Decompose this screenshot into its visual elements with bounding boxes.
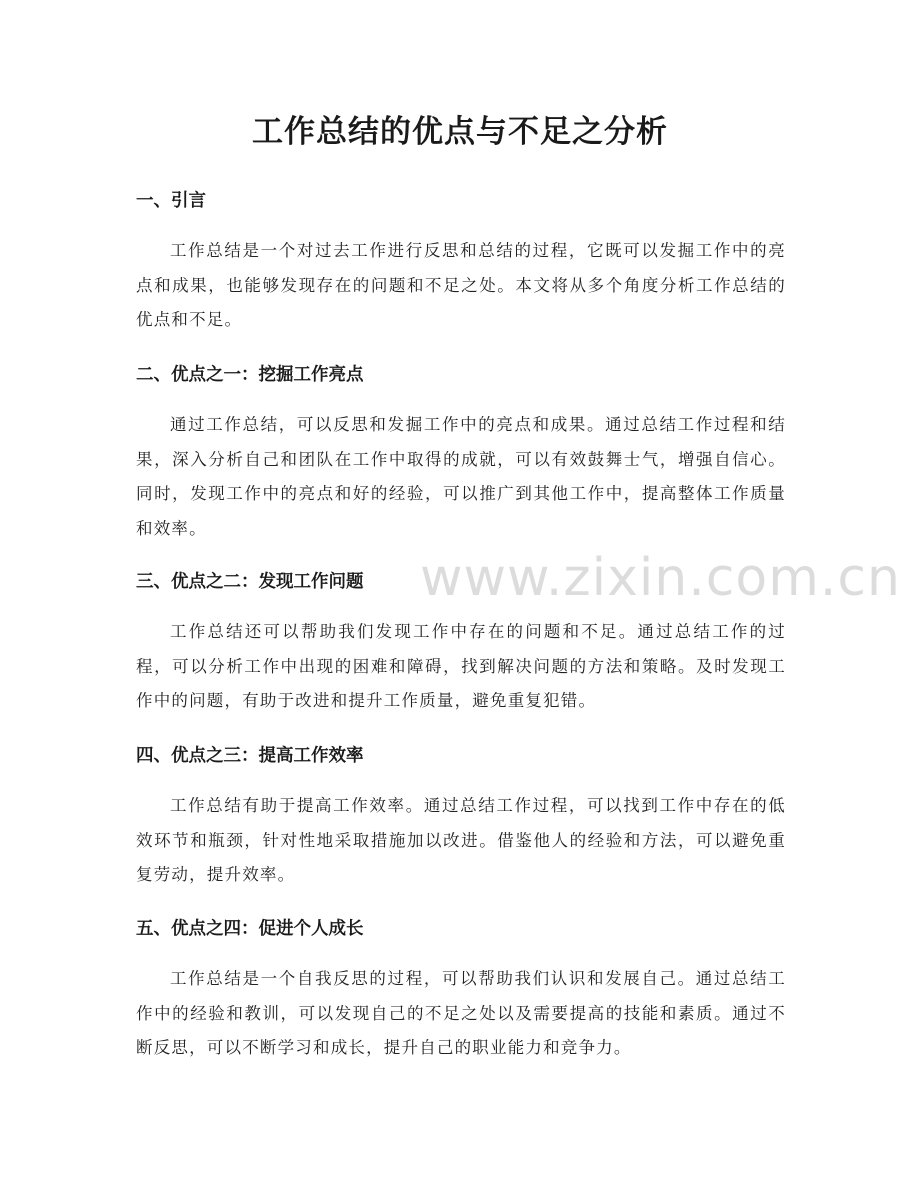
section-paragraph: 工作总结是一个对过去工作进行反思和总结的过程，它既可以发掘工作中的亮点和成果，也能够发现存在的问题和不足之处。本文将从多个角度分析工作总结的优点和不足。	[136, 241, 786, 329]
section-advantage-3	[136, 743, 786, 893]
section-introduction	[136, 188, 786, 338]
section-heading: 一、引言	[136, 191, 206, 211]
section-heading: 三、优点之二：发现工作问题	[136, 572, 364, 592]
section-advantage-1	[136, 362, 786, 546]
section-heading: 五、优点之四：促进个人成长	[136, 919, 364, 939]
section-paragraph: 工作总结有助于提高工作效率。通过总结工作过程，可以找到工作中存在的低效环节和瓶颈，针对性地采取措施加以改进。借鉴他人的经验和方法，可以避免重复劳动，提升效率。	[136, 796, 786, 884]
section-paragraph: 工作总结是一个自我反思的过程，可以帮助我们认识和发展自己。通过总结工作中的经验和教训，可以发现自己的不足之处以及需要提高的技能和素质。通过不断反思，可以不断学习和成长，提升自己的职业能力和竞争力。	[136, 969, 786, 1057]
section-paragraph: 通过工作总结，可以反思和发掘工作中的亮点和成果。通过总结工作过程和结果，深入分析自己和团队在工作中取得的成就，可以有效鼓舞士气，增强自信心。同时，发现工作中的亮点和好的经验，可以推广到其他工作中，提高整体工作质量和效率。	[136, 415, 786, 538]
section-paragraph: 工作总结还可以帮助我们发现工作中存在的问题和不足。通过总结工作的过程，可以分析工作中出现的困难和障碍，找到解决问题的方法和策略。及时发现工作中的问题，有助于改进和提升工作质量，避免重复犯错。	[136, 622, 786, 710]
document-title: 工作总结的优点与不足之分析	[252, 114, 668, 150]
watermark: www.zixin.com.cn	[420, 548, 901, 608]
section-heading: 四、优点之三：提高工作效率	[136, 746, 364, 766]
section-advantage-4	[136, 916, 786, 1066]
section-heading: 二、优点之一：挖掘工作亮点	[136, 365, 364, 385]
